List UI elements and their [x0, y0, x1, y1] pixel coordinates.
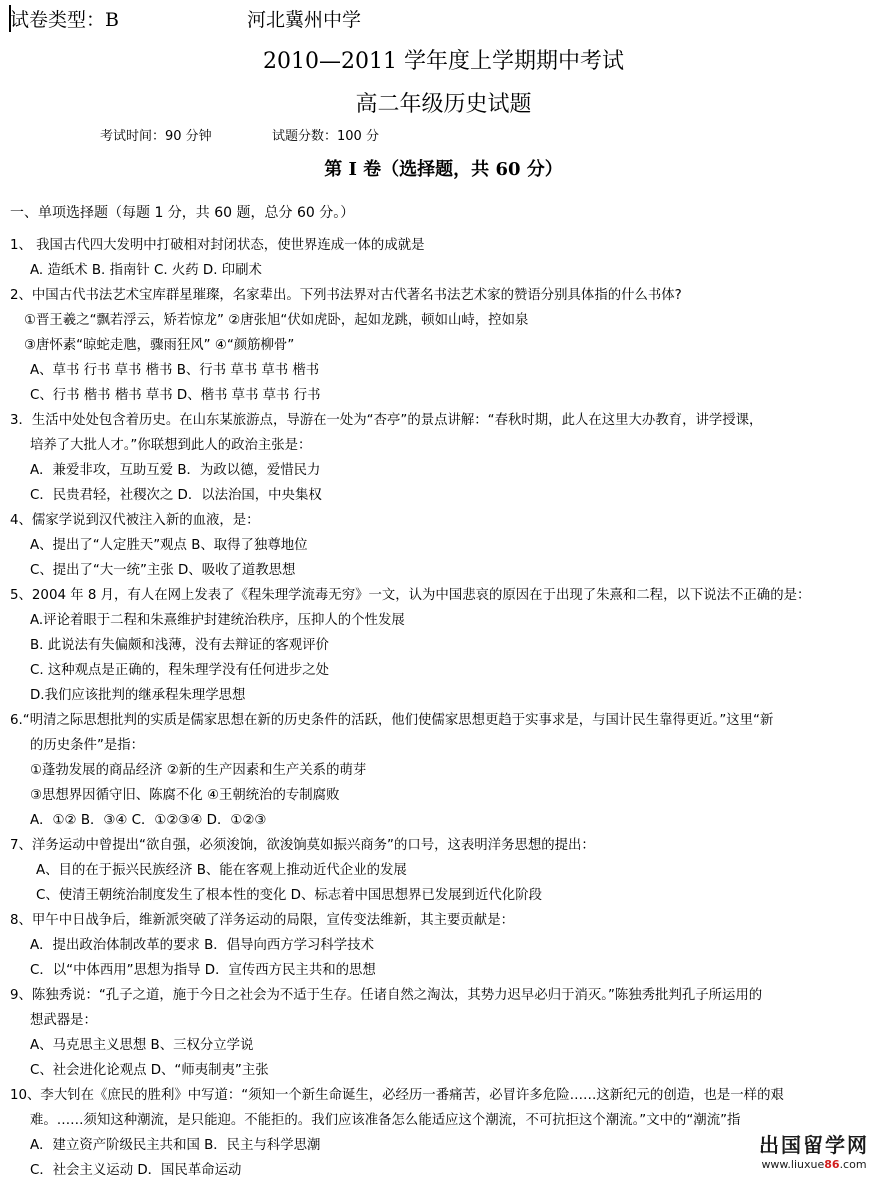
- text-line: A．①② B．③④ C．①②③④ D．①②③: [30, 813, 267, 828]
- text-line: A．建立资产阶级民主共和国 B．民主与科学思潮: [30, 1138, 321, 1153]
- text-line: ③思想界因循守旧、陈腐不化 ④王朝统治的专制腐败: [30, 788, 340, 803]
- text-line: A、草书 行书 草书 楷书 B、行书 草书 草书 楷书: [30, 363, 320, 378]
- text-line: ①蓬勃发展的商品经济 ②新的生产因素和生产关系的萌芽: [30, 763, 367, 778]
- section-title: 第 I 卷（选择题，共 60 分）: [324, 159, 563, 180]
- text-line: D.我们应该批判的继承程朱理学思想: [30, 688, 246, 703]
- text-line: 1、 我国古代四大发明中打破相对封闭状态，使世界连成一体的成就是: [10, 238, 425, 253]
- text-line: 难。……须知这种潮流，是只能迎。不能拒的。我们应该准备怎么能适应这个潮流，不可抗拒这个潮流。”文中的“潮流”指: [30, 1113, 741, 1128]
- text-line: C、行书 楷书 楷书 草书 D、楷书 草书 草书 行书: [30, 388, 321, 403]
- text-line: 10、李大钊在《庶民的胜利》中写道：“须知一个新生命诞生，必经历一番痛苦，必冒许多危险……这新纪元的创造，也是一样的艰: [10, 1088, 784, 1103]
- text-line: 的历史条件”是指：: [30, 738, 145, 753]
- text-line: ①晋王羲之“飘若浮云，矫若惊龙” ②唐张旭“伏如虎卧，起如龙跳，顿如山峙，控如泉: [24, 313, 529, 328]
- text-line: A.评论着眼于二程和朱熹维护封建统治秩序，压抑人的个性发展: [30, 613, 405, 628]
- exam-title: 2010—2011 学年度上学期期中考试: [263, 49, 624, 74]
- text-line: A. 造纸术 B. 指南针 C. 火药 D. 印刷术: [30, 263, 262, 278]
- text-line: ③唐怀素“晾蛇走虺，骤雨狂风” ④“颜筋柳骨”: [24, 338, 295, 353]
- watermark: [759, 1129, 869, 1171]
- text-line: C．社会主义运动 D．国民革命运动: [30, 1163, 242, 1178]
- exam-time: 考试时间：90 分钟: [100, 129, 212, 144]
- text-line: B. 此说法有失偏颇和浅薄，没有去辩证的客观评价: [30, 638, 329, 653]
- watermark-logo-text: 出国留学网: [759, 1133, 869, 1157]
- text-line: A．兼爱非攻，互助互爱 B．为政以德，爱惜民力: [30, 463, 321, 478]
- text-line: C、社会进化论观点 D、“师夷制夷”主张: [30, 1063, 269, 1078]
- text-line: A．提出政治体制改革的要求 B．倡导向西方学习科学技术: [30, 938, 374, 953]
- text-line: C．以“中体西用”思想为指导 D．宣传西方民主共和的思想: [30, 963, 376, 978]
- text-line: 4、儒家学说到汉代被注入新的血液，是：: [10, 513, 260, 528]
- part-heading: 一、单项选择题（每题 1 分，共 60 题，总分 60 分。）: [10, 205, 355, 221]
- text-line: 培养了大批人才。”你联想到此人的政治主张是：: [30, 438, 312, 453]
- text-line: C、使清王朝统治制度发生了根本性的变化 D、标志着中国思想界已发展到近代化阶段: [36, 888, 542, 903]
- text-line: A、马克思主义思想 B、三权分立学说: [30, 1038, 254, 1053]
- text-line: A、提出了“人定胜天”观点 B、取得了独尊地位: [30, 538, 308, 553]
- paper-type: 试卷类型：B: [10, 9, 119, 31]
- text-line: 想武器是：: [30, 1013, 97, 1028]
- school-name: 河北冀州中学: [247, 9, 362, 31]
- text-line: 7、洋务运动中曾提出“欲自强，必须浚饷，欲浚饷莫如振兴商务”的口号，这表明洋务思想的提出：: [10, 838, 595, 853]
- text-line: 9、陈独秀说：“孔子之道，施于今日之社会为不适于生存。任诸自然之淘汰，其势力迟早必归于消灭。”陈独秀批判孔子所运用的: [10, 988, 763, 1003]
- text-line: C. 这种观点是正确的，程朱理学没有任何进步之处: [30, 663, 330, 678]
- text-line: A、目的在于振兴民族经济 B、能在客观上推动近代企业的发展: [36, 863, 407, 878]
- text-line: 3．生活中处处包含着历史。在山东某旅游点，导游在一处为“杏亭”的景点讲解：“春秋时期，此人在这里大办教育，讲学授课，: [10, 413, 763, 428]
- text-line: 2、中国古代书法艺术宝库群星璀璨，名家辈出。下列书法界对古代著名书法艺术家的赞语分别具体指的什么书体?: [10, 288, 682, 303]
- text-line: 8、甲午中日战争后，维新派突破了洋务运动的局限，宣传变法维新，其主要贡献是：: [10, 913, 514, 928]
- text-line: C．民贵君轻，社稷次之 D．以法治国，中央集权: [30, 488, 322, 503]
- text-line: 6.“明清之际思想批判的实质是儒家思想在新的历史条件的活跃，他们使儒家思想更趋于实事求是，与国计民生靠得更近。”这里“新: [10, 713, 774, 728]
- exam-score: 试题分数：100 分: [272, 129, 379, 144]
- exam-subtitle: 高二年级历史试题: [355, 92, 532, 117]
- text-line: C、提出了“大一统”主张 D、吸收了道教思想: [30, 563, 296, 578]
- text-line: 5、2004 年 8 月，有人在网上发表了《程朱理学流毒无穷》一文，认为中国悲哀的原因在于出现了朱熹和二程，以下说法不正确的是：: [10, 588, 811, 603]
- watermark-url: www.liuxue86.com: [761, 1158, 867, 1171]
